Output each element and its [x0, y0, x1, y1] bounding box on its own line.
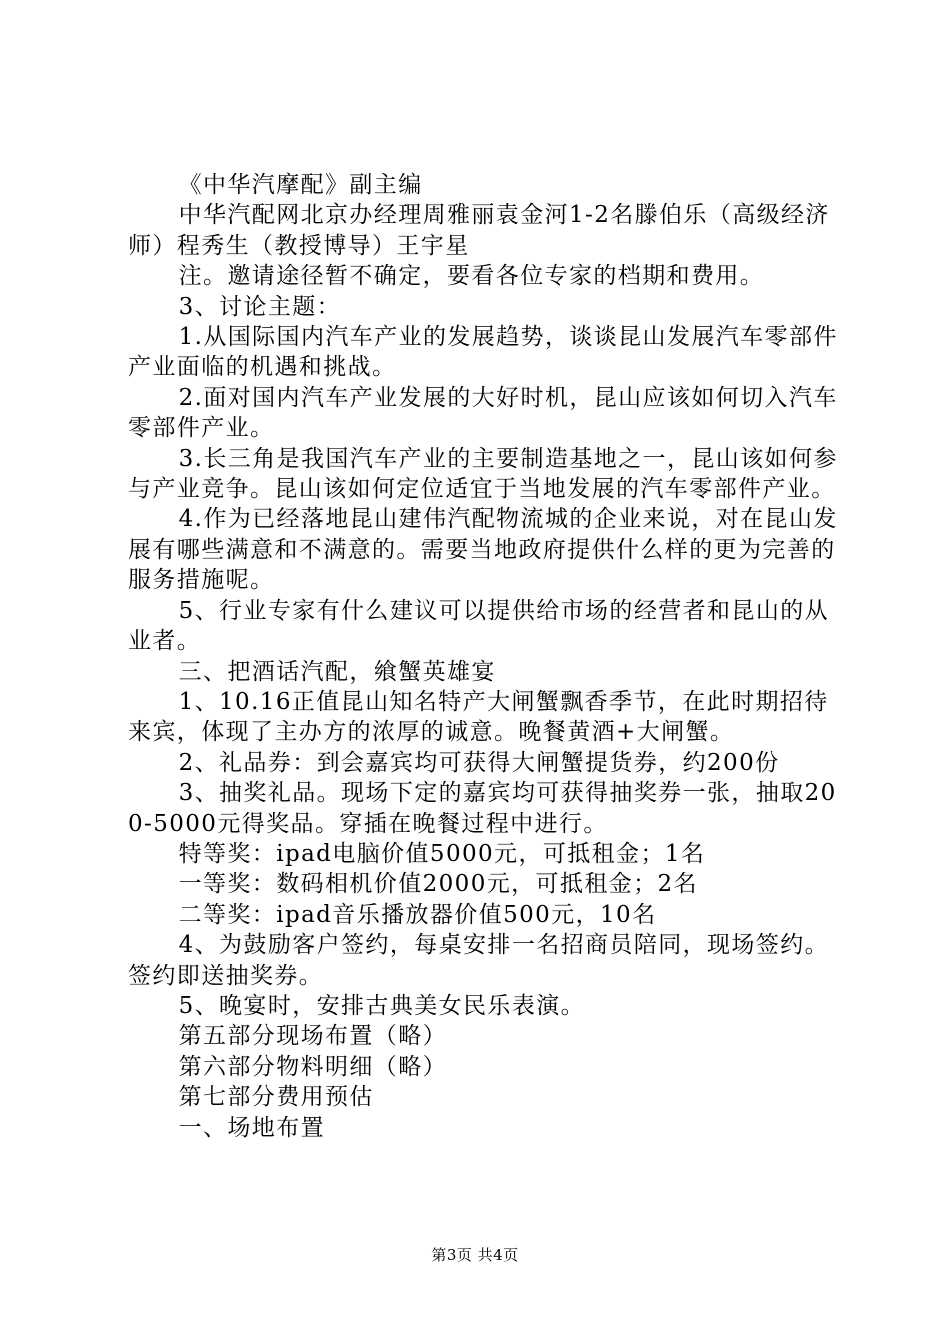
paragraph-topic-1: 1.从国际国内汽车产业的发展趋势，谈谈昆山发展汽车零部件产业面临的机遇和挑战。	[128, 324, 838, 381]
paragraph-dinner-item-2: 2、礼品券：到会嘉宾均可获得大闸蟹提货券，约200份	[178, 749, 780, 776]
page-footer: 第3页 共4页	[431, 1246, 519, 1264]
paragraph-dinner-item-4: 4、为鼓励客户签约，每桌安排一名招商员陪同，现场签约。签约即送抽奖券。	[128, 932, 830, 989]
paragraph-second-prize: 二等奖：ipad音乐播放器价值500元，10名	[178, 901, 657, 928]
paragraph-discussion-topics-heading: 3、讨论主题：	[178, 293, 342, 320]
paragraph-part-seven: 第七部分费用预估	[178, 1084, 374, 1111]
paragraph-invitation-note: 注。邀请途径暂不确定，要看各位专家的档期和费用。	[178, 263, 765, 290]
paragraph-topic-2: 2.面对国内汽车产业发展的大好时机，昆山应该如何切入汽车零部件产业。	[128, 384, 838, 442]
paragraph-first-prize: 一等奖：数码相机价值2000元，可抵租金；2名	[178, 871, 698, 898]
paragraph-part-six: 第六部分物料明细（略）	[178, 1053, 447, 1080]
paragraph-dinner-item-3: 3、抽奖礼品。现场下定的嘉宾均可获得抽奖券一张，抽取200-5000元得奖品。穿插在晚餐过程中进行。	[128, 780, 837, 837]
paragraph-venue-layout: 一、场地布置	[178, 1114, 325, 1141]
paragraph-expert-list: 中华汽配网北京办经理周雅丽袁金河1-2名滕伯乐（高级经济师）程秀生（教授博导）王宇星	[128, 202, 830, 259]
paragraph-editor-title: 《中华汽摩配》副主编	[178, 172, 423, 198]
paragraph-topic-4: 4.作为已经落地昆山建伟汽配物流城的企业来说，对在昆山发展有哪些满意和不满意的。需要当地政府提供什么样的更为完善的服务措施呢。	[128, 506, 838, 594]
document-body	[128, 170, 840, 1143]
paragraph-topic-5: 5、行业专家有什么建议可以提供给市场的经营者和昆山的从业者。	[128, 597, 830, 655]
paragraph-dinner-item-5: 5、晚宴时，安排古典美女民乐表演。	[178, 992, 586, 1019]
paragraph-dinner-item-1: 1、10.16正值昆山知名特产大闸蟹飘香季节，在此时期招待来宾，体现了主办方的浓厚的诚意。晚餐黄酒+大闸蟹。	[128, 688, 829, 746]
paragraph-part-five: 第五部分现场布置（略）	[178, 1023, 447, 1050]
paragraph-section-three-heading: 三、把酒话汽配，飨蟹英雄宴	[178, 658, 496, 685]
paragraph-topic-3: 3.长三角是我国汽车产业的主要制造基地之一，昆山该如何参与产业竞争。昆山该如何定位适宜于当地发展的汽车零部件产业。	[128, 445, 838, 503]
paragraph-grand-prize: 特等奖：ipad电脑价值5000元，可抵租金；1名	[178, 840, 706, 867]
